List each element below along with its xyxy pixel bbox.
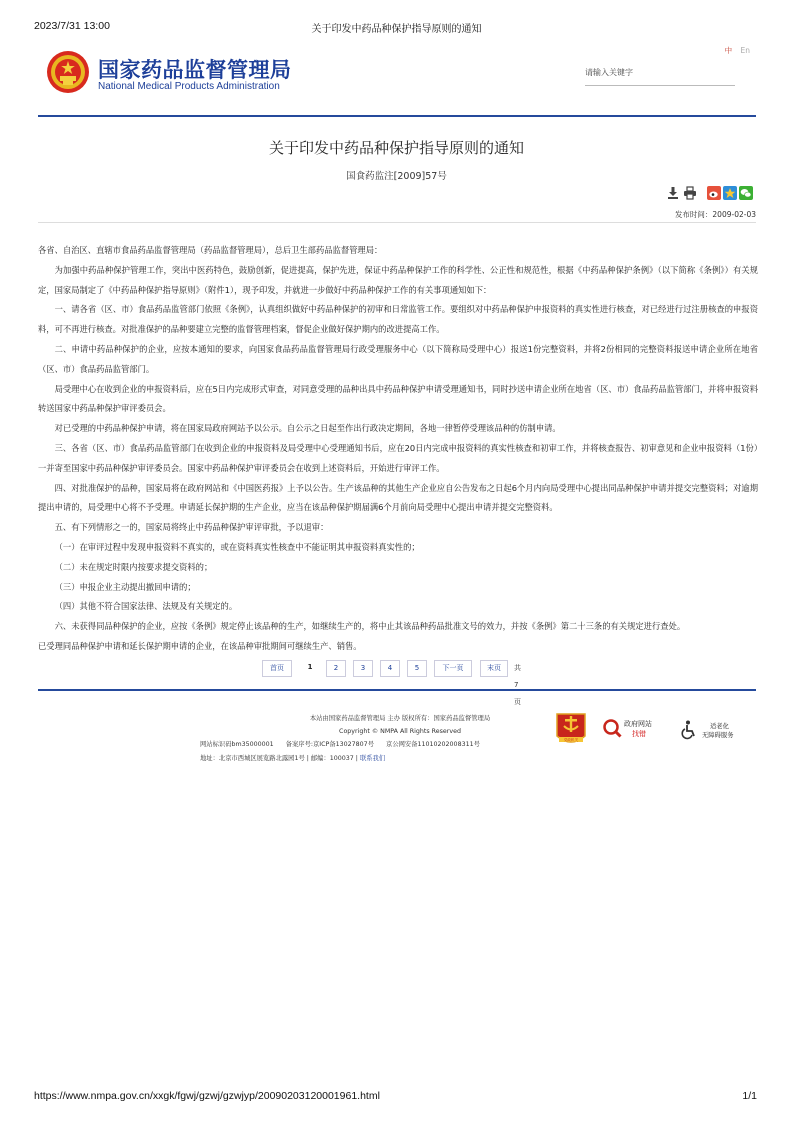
lang-en-link[interactable]: En <box>740 46 750 55</box>
article-paragraph: 对已受理的中药品种保护申请，将在国家局政府网站予以公示。自公示之日起至作出行政决定期间，各地一律暂停受理该品种的仿制申请。 <box>54 423 561 434</box>
article-body <box>38 241 758 657</box>
qzone-share-icon[interactable] <box>723 186 737 200</box>
footer-registration <box>200 738 560 751</box>
page-1-current: 1 <box>300 660 320 677</box>
article-paragraph: （二）未在规定时限内按要求提交资料的； <box>54 561 213 572</box>
contact-us-link[interactable]: 联系我们 <box>359 754 386 762</box>
barrier-free-label: 无障碍服务 <box>702 732 734 739</box>
site-name-en[interactable]: National Medical Products Administration <box>98 81 280 92</box>
article-paragraph: 为加强中药品种保护管理工作，突出中医药特色，鼓励创新，促进提高，保护先进，保证中药品种保护工作的科学性、公正性和规范性，根据《中药品种保护条例》（以下简称《条例》）有关规定，国家局制定了《中药品种保护指导原则》（附件1），现予印发，并就进一步做好中药品种保护工作的有关事项通知如下： <box>38 264 758 295</box>
site-footer <box>200 712 560 765</box>
next-page-button[interactable]: 下一页 <box>434 660 472 677</box>
last-page-button[interactable]: 末页 <box>480 660 508 677</box>
article-paragraph: （一）在审评过程中发现申报资料不真实的，或在资料真实性核查中不能证明其申报资料真实性的； <box>54 541 420 552</box>
page-5-button[interactable]: 5 <box>407 660 427 677</box>
gov-site-error-badge[interactable] <box>602 716 664 742</box>
print-datetime: 2023/7/31 13:00 <box>34 20 110 32</box>
magnifier-icon <box>602 718 622 738</box>
article-paragraph: （三）申报企业主动提出撤回申请的； <box>54 581 196 592</box>
wheelchair-icon <box>680 720 698 740</box>
first-page-button[interactable]: 首页 <box>262 660 292 677</box>
publish-date: 发布时间：2009-02-03 <box>674 210 756 219</box>
page-url: https://www.nmpa.gov.cn/xxgk/fgwj/gzwj/gzwjyp/20090203120001961.html <box>34 1090 380 1102</box>
article-paragraph: 四、对批准保护的品种，国家局将在政府网站和《中国医药报》上予以公告。生产该品种的其他生产企业应自公告发布之日起6个月内向局受理中心提出同品种保护申请并提交完整资料；对逾期提出申请的，局受理中心将不予受理。申请延长保护期的生产企业，应当在该品种保护期届满6个月前向局受理中心提出申请并提交完整资料。 <box>38 482 758 513</box>
footer-sponsor: 本站由国家药品监督管理局 主办 版权所有：国家药品监督管理局 <box>309 715 491 722</box>
print-icon[interactable] <box>683 186 697 200</box>
national-emblem-icon[interactable] <box>46 50 90 94</box>
site-name-cn[interactable]: 国家药品监督管理局 <box>98 58 292 82</box>
print-header <box>0 20 793 34</box>
article-paragraph: 六、未获得同品种保护的企业，应按《条例》规定停止该品种的生产，如继续生产的，将中止其该品种药品批准文号的效力，并按《条例》第二十三条的有关规定进行查处。 <box>54 621 686 632</box>
document-number: 国食药监注[2009]57号 <box>346 171 447 182</box>
download-icon[interactable] <box>666 186 680 200</box>
page-4-button[interactable]: 4 <box>380 660 400 677</box>
header-divider <box>38 115 756 117</box>
article-paragraph: 已受理同品种保护申请和延长保护期申请的企业，在该品种审批期间可继续生产、销售。 <box>38 640 362 651</box>
party-government-badge-icon[interactable] <box>555 712 587 748</box>
footer-address: 地址：北京市西城区展览路北露园1号 | 邮编：100037 | <box>200 754 358 762</box>
print-page-number: 1/1 <box>742 1090 757 1102</box>
gov-site-label: 政府网站 <box>624 720 652 728</box>
article-paragraph: 二、申请中药品种保护的企业，应按本通知的要求，向国家食品药品监督管理局行政受理服务中心（以下简称局受理中心）报送1份完整资料，并将2份相同的完整资料报送申请企业所在地省（区、市）食品药品监管部门。 <box>38 343 758 374</box>
article-paragraph: 五、有下列情形之一的，国家局将终止中药品种保护审评审批，予以退审： <box>54 522 329 533</box>
article-paragraph: 局受理中心在收到企业的申报资料后，应在5日内完成形式审查，对同意受理的品种出具中药品种保护申请受理通知书，同时抄送申请企业所在地省（区、市）食品药品监管部门，并将申报资料转送国家中药品种保护审评委员会。 <box>38 383 758 414</box>
print-page-title: 关于印发中药品种保护指导原则的通知 <box>311 24 482 35</box>
footer-address-line <box>200 752 560 765</box>
total-pages: 共7页 <box>514 664 521 706</box>
page-3-button[interactable]: 3 <box>353 660 373 677</box>
article-paragraph: 各省、自治区、直辖市食品药品监督管理局（药品监督管理局），总后卫生部药品监督管理局： <box>38 245 383 255</box>
lang-cn-link[interactable]: 中 <box>724 46 733 55</box>
find-error-label: 找错 <box>632 730 646 738</box>
page-2-button[interactable]: 2 <box>326 660 346 677</box>
accessibility-badge[interactable] <box>680 718 746 742</box>
article-title: 关于印发中药品种保护指导原则的通知 <box>268 139 524 157</box>
weibo-share-icon[interactable] <box>707 186 721 200</box>
footer-police-record[interactable]: 京公网安备11010202008311号 <box>386 741 480 749</box>
footer-copyright: Copyright © NMPA All Rights Reserved <box>339 728 461 736</box>
footer-icp[interactable]: 备案序号:京ICP备13027807号 <box>285 741 374 749</box>
article-paragraph: （四）其他不符合国家法律、法规及有关规定的。 <box>54 601 238 612</box>
search-input[interactable] <box>585 68 725 77</box>
elder-friendly-label: 适老化 <box>710 723 729 730</box>
article-paragraph: 三、各省（区、市）食品药品监管部门在收到企业的申报资料及局受理中心受理通知书后，应在20日内完成申报资料的真实性核查和初审工作，并将核查报告、初审意见和企业申报资料（1份）一并寄至国家中药品种保护审评委员会。国家中药品种保护审评委员会在收到上述资料后，开始进行审评工作。 <box>38 442 758 473</box>
search-box <box>585 64 735 86</box>
party-badge-text: 党政机关 <box>563 738 579 743</box>
site-header <box>38 44 756 112</box>
language-switch <box>719 45 750 56</box>
footer-site-id: 网站标识码bm35000001 <box>200 741 274 749</box>
article-paragraph: 一、请各省（区、市）食品药品监管部门依照《条例》，认真组织做好中药品种保护的初审和日常监管工作。要组织对中药品种保护申报资料的真实性进行核查，对已经进行过注册核查的申报资料，可不再进行核查。对批准保护的品种要建立完整的监督管理档案，督促企业做好保护期内的改进提高工作。 <box>38 304 758 335</box>
wechat-share-icon[interactable] <box>739 186 753 200</box>
footer-divider <box>38 689 756 691</box>
article-divider <box>38 222 756 223</box>
